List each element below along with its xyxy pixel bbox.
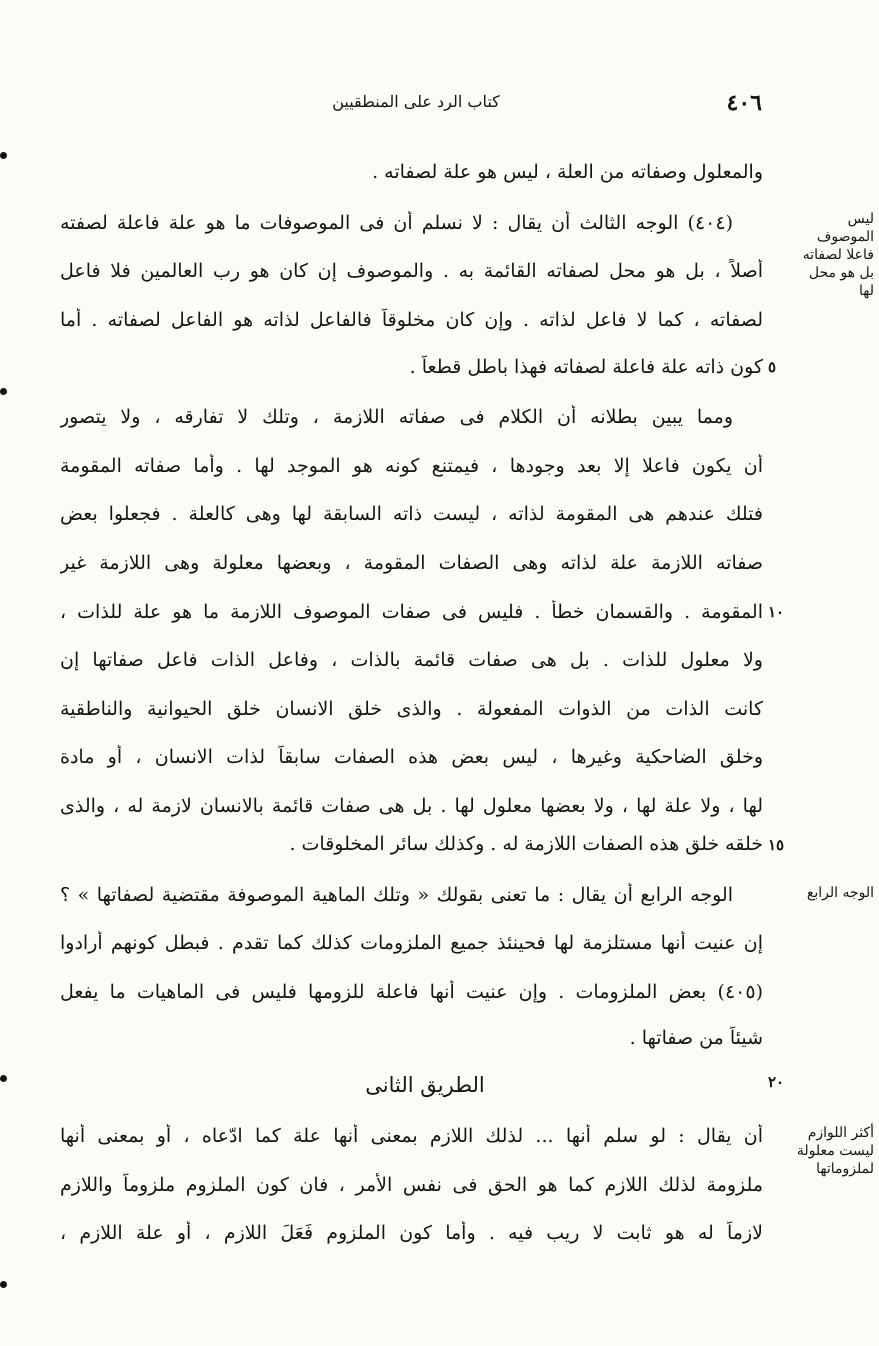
line-number: ٥	[768, 358, 777, 376]
text-line: كون ذاته علة فاعلة لصفاته فهذا باطل قطعاً .	[409, 356, 763, 378]
text-line: أن يقال : لو سلم أنها ... لذلك اللازم بمعنى أنها علة كما ادّعاه ، أو بمعنى أنها	[60, 1125, 763, 1147]
text-line: لها ، ولا علة لها ، ولا بعضها معلول لها . بل هى صفات قائمة بالانسان لازمة له ، والذى	[60, 795, 763, 817]
text-line: الوجه الرابع أن يقال : ما تعنى بقولك « وتلك الماهية الموصوفة مقتضية لصفاتها » ؟	[60, 884, 733, 906]
margin-note: الوجه الرابع	[806, 885, 874, 901]
text-line: فتلك عندهم هى المقومة لذاته ، ليست ذاته السابقة لها وهى كالعلة . فجعلوا بعض	[60, 503, 763, 525]
text-line: شيئاً من صفاتها .	[629, 1027, 763, 1049]
text-line: ملزومة لذلك اللازم كما هو الحق فى نفس الأمر ، فان كون الملزوم ملزوماً واللازم	[60, 1174, 763, 1196]
text-line: (٤٠٥) بعض الملزومات . وإن عنيت أنها فاعلة للزومها فليس فى الماهيات ما يفعل	[60, 981, 763, 1003]
text-line: كانت الذات من الذوات المفعولة . والذى خلق الانسان خلق الحيوانية والناطقية	[60, 698, 763, 720]
text-line: (٤٠٤) الوجه الثالث أن يقال : لا نسلم أن فى الموصوفات ما هو علة فاعلة لصفته	[60, 212, 733, 234]
text-line: ومما يبين بطلانه أن الكلام فى صفاته اللازمة ، وتلك لا تفارقه ، ولا يتصور	[60, 406, 733, 428]
text-line: أن يكون فاعلا إلا بعد وجودها ، فيمتنع كونه هو الموجد لها . وأما صفاته المقومة	[60, 455, 763, 477]
binding-hole-mark	[0, 388, 7, 395]
text-line: ولا معلول للذات . بل هى صفات قائمة بالذات ، وفاعل الذات فاعل صفاتها إن	[60, 649, 763, 671]
binding-hole-mark	[0, 152, 7, 159]
text-line: لازماً له هو ثابت لا ريب فيه . وأما كون الملزوم فَعَلَ اللازم ، أو علة اللازم ،	[60, 1222, 763, 1244]
page-number: ٤٠٦	[726, 90, 762, 116]
running-title: كتاب الرد على المنطقيين	[332, 92, 500, 111]
section-heading: الطريق الثانى	[365, 1073, 485, 1097]
text-line: لصفاته ، كما لا فاعل لذاته . وإن كان مخلوقاً فالفاعل لذاته هو الفاعل لصفاته . أما	[60, 309, 763, 331]
text-line: أصلاً ، بل هو محل لصفاته القائمة به . والموصوف إن كان هو رب العالمين فلا فاعل	[60, 260, 763, 282]
margin-note: ليس الموصوف فاعلا لصفاته بل هو محل لها	[802, 211, 874, 299]
line-number: ١٠	[768, 603, 785, 621]
text-line: وخلق الضاحكية وغيرها ، ليس بعض هذه الصفات سابقاً لذات الانسان ، أو مادة	[60, 746, 763, 768]
text-line: خلقه خلق هذه الصفات اللازمة له . وكذلك سائر المخلوقات .	[289, 833, 763, 855]
margin-note: أكثر اللوازم ليست معلولة لملزوماتها	[796, 1125, 874, 1177]
line-number: ١٥	[768, 836, 785, 854]
text-line: صفاته اللازمة علة لذاته وهى الصفات المقومة ، وبعضها معلولة وهى اللازمة غير	[60, 552, 763, 574]
binding-hole-mark	[0, 1075, 7, 1082]
text-line: والمعلول وصفاته من العلة ، ليس هو علة لصفاته .	[372, 161, 763, 183]
text-line: المقومة . والقسمان خطأ . فليس فى صفات الموصوف اللازمة ما هو علة للذات ،	[60, 601, 763, 623]
line-number: ٢٠	[768, 1073, 785, 1091]
text-line: إن عنيت أنها مستلزمة لها فحينئذ جميع الملزومات كذلك كما تقدم . فبطل كونهم أرادوا	[60, 932, 763, 954]
binding-hole-mark	[0, 1281, 7, 1288]
